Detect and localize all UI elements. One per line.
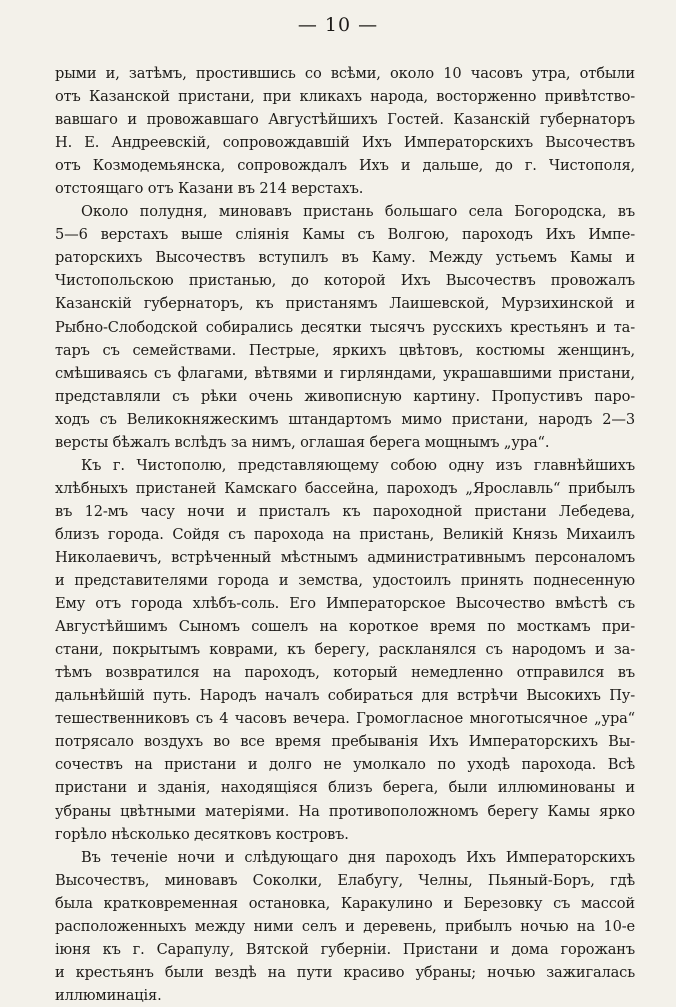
text-line: отъ Козмодемьянска, сопровождалъ Ихъ и дальше, до г. Чистополя, bbox=[55, 157, 635, 175]
body-text bbox=[55, 62, 635, 1007]
text-line: близъ города. Сойдя съ парохода на пристань, Великій Князь Михаилъ bbox=[55, 525, 635, 543]
text-line: рыми и, затѣмъ, простившись со всѣми, около 10 часовъ утра, отбыли bbox=[55, 65, 635, 82]
text-line: въ 12-мъ часу ночи и присталъ къ пароходной пристани Лебедева, bbox=[55, 502, 635, 520]
text-line: Чистопольскою пристанью, до которой Ихъ Высочествъ провожалъ bbox=[55, 272, 635, 290]
text-line: Николаевичъ, встрѣченный мѣстнымъ административнымъ персоналомъ bbox=[55, 548, 635, 566]
text-line: іюня къ г. Сарапулу, Вятской губерніи. Пристани и дома горожанъ bbox=[55, 940, 635, 958]
text-line: пристани и зданія, находящіяся близъ берега, были иллюминованы и bbox=[55, 779, 635, 797]
text-line: Высочествъ, миновавъ Соколки, Елабугу, Челны, Пьяный-Боръ, гдѣ bbox=[55, 871, 635, 889]
text-line: Къ г. Чистополю, представляющему собою одну изъ главнѣйшихъ bbox=[81, 456, 635, 474]
text-line: стани, покрытымъ коврами, къ берегу, раскланялся съ народомъ и за- bbox=[55, 641, 635, 659]
text-line: потрясало воздухъ во все время пребыванія Ихъ Императорскихъ Вы- bbox=[55, 733, 635, 751]
text-line: Августѣйшимъ Сыномъ сошелъ на короткое время по мосткамъ при- bbox=[55, 618, 635, 636]
text-line: отъ Казанской пристани, при кликахъ народа, восторженно привѣтство- bbox=[55, 88, 635, 106]
text-line: вавшаго и провожавшаго Августѣйшихъ Гостей. Казанскій губернаторъ bbox=[55, 111, 635, 129]
text-line: версты бѣжалъ вслѣдъ за нимъ, оглашая берега мощнымъ „ура“. bbox=[55, 433, 550, 451]
text-line: представляли съ рѣки очень живописную картину. Пропустивъ паро- bbox=[55, 387, 635, 405]
text-line: была кратковременная остановка, Каракулино и Березовку съ массой bbox=[55, 894, 635, 912]
text-line: смѣшиваясь съ флагами, вѣтвями и гирляндами, украшавшими пристани, bbox=[55, 364, 635, 382]
text-line: Рыбно-Слободской собирались десятки тысячъ русскихъ крестьянъ и та- bbox=[55, 318, 635, 336]
text-line: расположенныхъ между ними селъ и деревень, прибылъ ночью на 10-е bbox=[55, 917, 635, 935]
page-number: — 10 — bbox=[297, 14, 379, 36]
text-line: Около полудня, миновавъ пристань большаго села Богородска, въ bbox=[81, 203, 635, 221]
text-line: отстоящаго отъ Казани въ 214 верстахъ. bbox=[55, 180, 364, 198]
text-line: иллюминація. bbox=[55, 986, 162, 1004]
text-line: хлѣбныхъ пристаней Камскаго бассейна, пароходъ „Ярославль“ прибылъ bbox=[55, 479, 635, 497]
text-line: Въ теченіе ночи и слѣдующаго дня пароходъ Ихъ Императорскихъ bbox=[81, 848, 635, 866]
text-line: Казанскій губернаторъ, къ пристанямъ Лаишевской, Мурзихинской и bbox=[55, 295, 635, 313]
text-line: и крестьянъ были вездѣ на пути красиво убраны; ночью зажигалась bbox=[55, 963, 635, 981]
text-line: ходъ съ Великокняжескимъ штандартомъ мимо пристани, народъ 2—3 bbox=[55, 410, 635, 428]
text-line: дальнѣйшій путь. Народъ началъ собираться для встрѣчи Высокихъ Пу- bbox=[55, 687, 635, 705]
text-line: тешественниковъ съ 4 часовъ вечера. Громогласное многотысячное „ура“ bbox=[55, 710, 635, 728]
text-line: тѣмъ возвратился на пароходъ, который немедленно отправился въ bbox=[55, 664, 635, 682]
text-line: раторскихъ Высочествъ вступилъ въ Каму. Между устьемъ Камы и bbox=[55, 249, 635, 267]
text-line: таръ съ семействами. Пестрые, яркихъ цвѣтовъ, костюмы женщинъ, bbox=[55, 341, 635, 359]
text-line: Ему отъ города хлѣбъ-соль. Его Императорское Высочество вмѣстѣ съ bbox=[55, 595, 635, 613]
text-line: убраны цвѣтными матеріями. На противоположномъ берегу Камы ярко bbox=[55, 802, 635, 820]
text-line: Н. Е. Андреевскій, сопровождавшій Ихъ Императорскихъ Высочествъ bbox=[55, 134, 635, 152]
text-line: и представителями города и земства, удостоилъ принять поднесенную bbox=[55, 572, 635, 590]
text-line: 5—6 верстахъ выше сліянія Камы съ Волгою, пароходъ Ихъ Импе- bbox=[55, 226, 635, 244]
text-line: сочествъ на пристани и долго не умолкало по уходѣ парохода. Всѣ bbox=[55, 756, 635, 774]
text-line: горѣло нѣсколько десятковъ костровъ. bbox=[55, 825, 349, 843]
